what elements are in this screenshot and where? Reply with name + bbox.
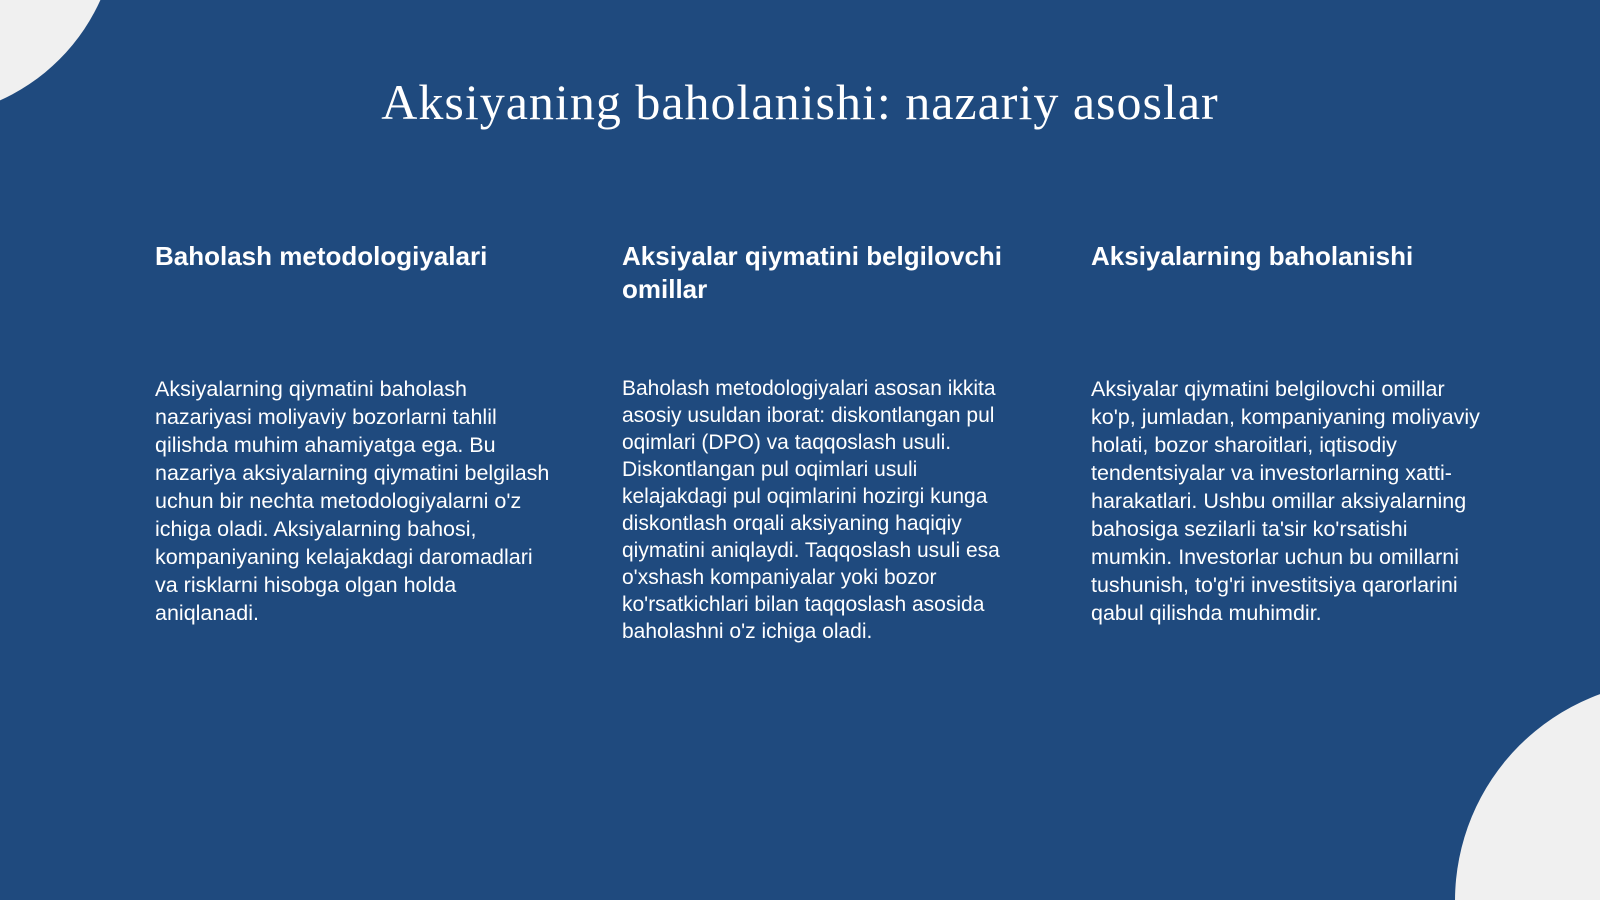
column-baholash-metodologiyalari <box>155 240 555 627</box>
decorative-circle-bottom-right <box>1455 681 1600 900</box>
column-heading: Baholash metodologiyalari <box>155 241 488 271</box>
column-body-text: Aksiyalarning qiymatini baholash nazariyasi moliyaviy bozorlarni tahlil qilishda muhim ahamiyatga ega. Bu nazariya aksiyalarning qiymatini belgilash uchun bir nechta metodologiyalarni o'z ichiga oladi. Aksiyalarning bahosi, kompaniyaning kelajakdagi daromadlari va risklarni hisobga olgan holda aniqlanadi. <box>155 377 550 625</box>
column-aksiyalar-qiymatini-belgilovchi-omillar <box>622 240 1022 645</box>
slide-title: Aksiyaning baholanishi: nazariy asoslar <box>381 74 1219 130</box>
column-heading: Aksiyalarning baholanishi <box>1091 241 1414 271</box>
column-aksiyalarning-baholanishi <box>1091 240 1491 627</box>
column-heading: Aksiyalar qiymatini belgilovchi omillar <box>622 241 1003 304</box>
column-body-text: Aksiyalar qiymatini belgilovchi omillar ko'p, jumladan, kompaniyaning moliyaviy holati, bozor sharoitlari, iqtisodiy tendentsiyalar va investorlarning xatti-harakatlari. Ushbu omillar aksiyalarning bahosiga sezilarli ta'sir ko'rsatishi mumkin. Investorlar uchun bu omillarni tushunish, to'g'ri investitsiya qarorlarini qabul qilishda muhimdir. <box>1091 377 1480 625</box>
column-body-text: Baholash metodologiyalari asosan ikkita asosiy usuldan iborat: diskontlangan pul oqimlari (DPO) va taqqoslash usuli. Diskontlangan pul oqimlari usuli kelajakdagi pul oqimlarini hozirgi kunga diskontlash orqali aksiyaning haqiqiy qiymatini aniqlaydi. Taqqoslash usuli esa o'xshash kompaniyalar yoki bozor ko'rsatkichlari bilan taqqoslash asosida baholashni o'z ichiga oladi. <box>622 377 1000 643</box>
